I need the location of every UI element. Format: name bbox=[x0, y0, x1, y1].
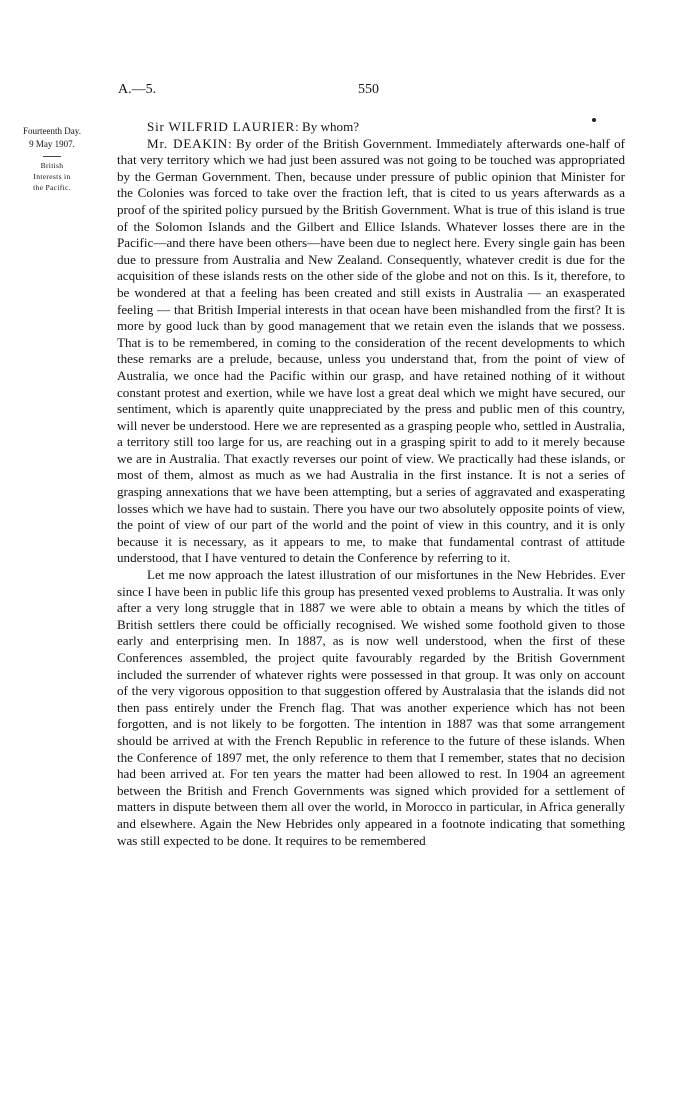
body-text bbox=[117, 119, 625, 849]
margin-date: 9 May 1907. bbox=[29, 139, 75, 149]
deakin-text: : By order of the British Government. Immediately afterwards one-half of that very territory which we had just been assured was not going to be touched was appropriated by the German Government. Then, because under pressure of public opinion that Minister for the Colonies was forced to take over the fraction left, that is cited to us years afterwards as a proof of the spirited policy pursued by the British Government. What is true of this island is true of the Solomon Islands and the Gilbert and Ellice Islands. Whatever losses there are in the Pacific—and there have been others—have been due to neglect here. Every single gain has been due to pressure from Australia and New Zealand. Consequently, whatever credit is due for the acquisition of these islands rests on the other side of the globe and not on this. Is it, therefore, to be wondered at that a feeling has been created and still exists in Australia — an exasperated feeling — that British Imperial interests in that ocean have been mishandled from the first? It is more by good luck than by good management that we retain even the islands that we possess. That is to be remembered, in coming to the consideration of the recent developments to which these remarks are a prelude, because, unless you understand that, from the point of view of Australia, we once had the Pacific within our grasp, and have retained nothing of it without constant protest and exertion, while we have lost a great deal which we might have secured, our sentiment, which is aparently quite unappreciated by the press and public men of this country, will never be understood. Here we are represented as a grasping people who, settled in Australia, a territory still too large for us, are reaching out in a grasping spirit to add to it merely because we are in Australia. That exactly reverses our point of view. We practically had these islands, or most of them, almost as much as we had Australia in the first instance. It is not a series of grasping annexations that we have been attempting, but a series of aggravated and exasperating losses which we have had to sustain. There you have our two absolutely opposite points of view, the point of view of our part of the world and the point of view in this country, and it is only because it is necessary, as it appears to me, to make that fundamental contrast of attitude understood, that I have ventured to detain the Conference by referring to it. bbox=[117, 135, 625, 566]
margin-topic-line-3: the Pacific. bbox=[33, 183, 71, 192]
document-reference: A.—5. bbox=[118, 82, 157, 97]
margin-divider bbox=[43, 156, 61, 157]
laurier-text: : By whom? bbox=[295, 119, 360, 134]
margin-topic-line-2: Interests in bbox=[33, 172, 71, 181]
margin-notes bbox=[4, 125, 100, 193]
deakin-paragraph bbox=[117, 136, 625, 567]
speaker-laurier: Sir WILFRID LAURIER bbox=[147, 119, 296, 134]
page-number: 550 bbox=[358, 82, 379, 97]
margin-day: Fourteenth Day. bbox=[23, 126, 81, 136]
speaker-deakin: Mr. DEAKIN bbox=[147, 135, 229, 151]
laurier-question bbox=[117, 119, 625, 136]
margin-topic-line-1: British bbox=[40, 161, 64, 170]
new-hebrides-paragraph: Let me now approach the latest illustration of our misfortunes in the New Hebrides. Ever since I have been in public life this group has presented vexed problems to Australia. It was only after a very long struggle that in 1887 we were able to obtain a means by which the titles of British settlers there could be officially recognised. We wished some foothold given to those early and enterprising men. In 1887, as is now well understood, when the first of these Conferences assembled, the project quite favourably regarded by the British Government included the surrender of whatever rights were possessed in that group. It was only on account of the very vigorous opposition to that suggestion offered by Australasia that the islands did not then pass entirely under the French flag. That was another experience which has not been forgotten, and is not likely to be forgotten. The intention in 1887 was that some arrangement should be arrived at with the French Republic in reference to the future of these islands. When the Conference of 1897 met, the only reference to them that I remember, states that no decision had been arrived at. For ten years the matter had been allowed to rest. In 1904 an agreement between the British and French Governments was signed which provided for a settlement of matters in dispute between them all over the world, in Morocco in particular, in Africa generally and elsewhere. Again the New Hebrides only appeared in a footnote indicating that something was still expected to be done. It requires to be remembered bbox=[117, 567, 625, 848]
